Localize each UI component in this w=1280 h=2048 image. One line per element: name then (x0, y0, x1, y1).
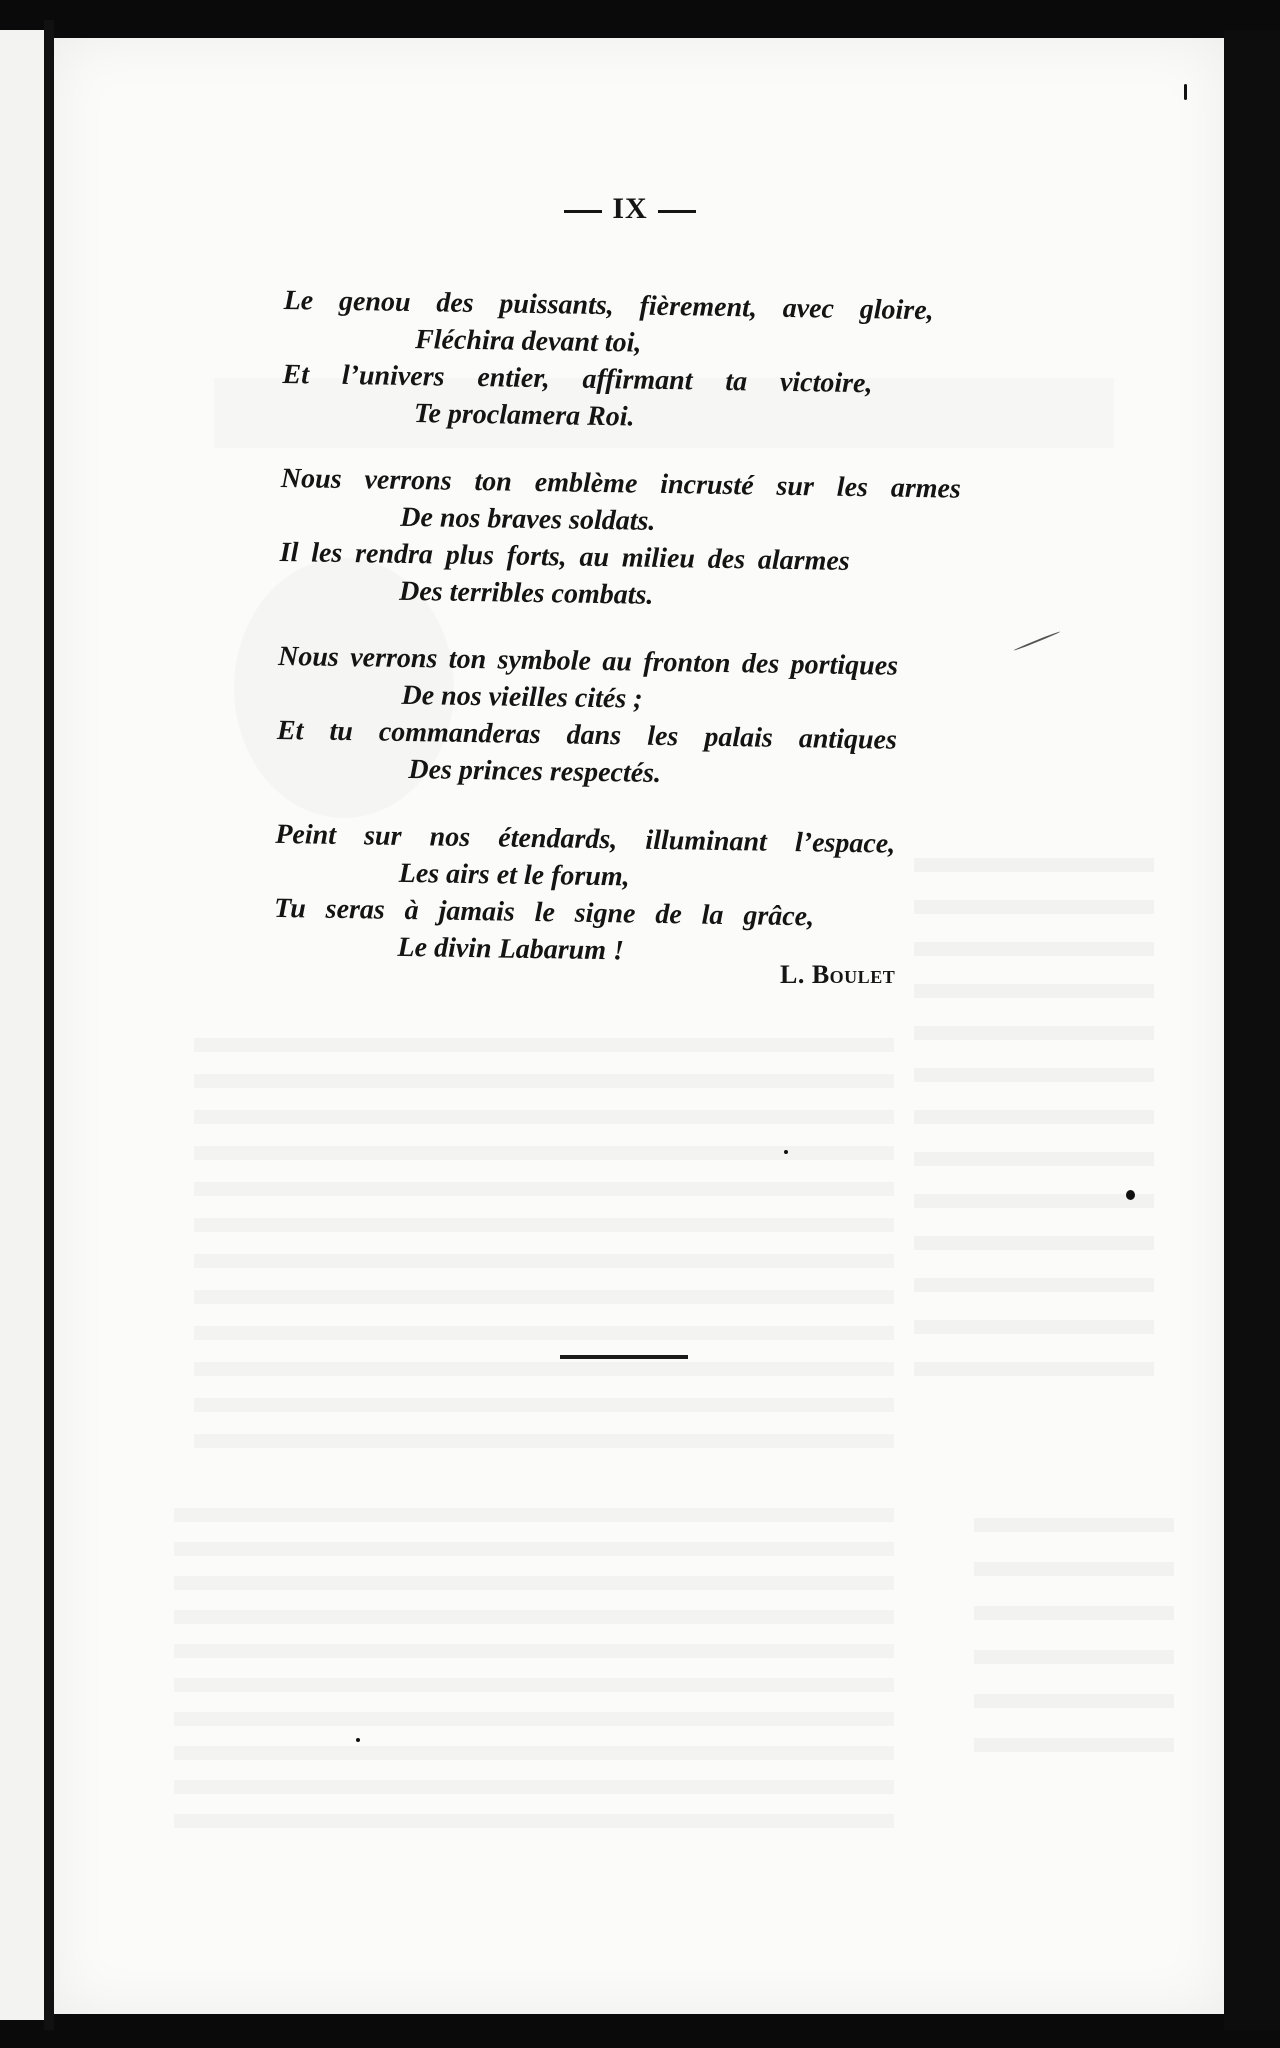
closing-rule (560, 1355, 688, 1359)
verse-line: De nos braves soldats. (400, 501, 656, 537)
verse-line: Le genou des puissants, fièrement, avec gloire, (283, 284, 934, 327)
adjacent-page-edge (0, 30, 44, 2020)
stanza (273, 816, 995, 975)
verse-line: De nos vieilles cités ; (401, 679, 643, 715)
verse-line: Fléchira devant toi, (414, 324, 642, 359)
verse-line: Des princes respectés. (408, 754, 662, 789)
paper-speck (356, 1738, 360, 1742)
page-number-label: IX (612, 192, 648, 225)
scan-border (1224, 30, 1280, 2030)
bleed-through-texture (974, 1518, 1174, 1778)
dash-right (658, 210, 696, 213)
verse-line: Nous verrons ton symbole au fronton des portiques (277, 640, 899, 682)
verse-line: Te proclamera Roi. (413, 398, 635, 433)
paper-speck (1126, 1190, 1135, 1200)
verse-line: Et l’univers entier, affirmant ta victoire, (282, 358, 873, 400)
paper-speck (784, 1150, 788, 1154)
bleed-through-texture (194, 1038, 894, 1458)
poem (273, 282, 1004, 1005)
stanza (279, 460, 1001, 619)
author-signature: L. Boulet (780, 960, 896, 989)
verse-line: Les airs et le forum, (398, 857, 630, 893)
stanza (282, 282, 1004, 441)
verse-line: Peint sur nos étendards, illuminant l’espace, (275, 818, 896, 860)
verse-line: Tu seras à jamais le signe de la grâce, (273, 892, 815, 933)
page-number (530, 192, 730, 226)
dash-left (564, 210, 602, 213)
verse-line: Il les rendra plus forts, au milieu des alarmes (279, 536, 850, 577)
verse-line: Et tu commanderas dans les palais antiques (276, 714, 898, 756)
paper-speck (1184, 84, 1187, 100)
verse-line: Des terribles combats. (398, 575, 654, 611)
stanza (276, 638, 998, 797)
verse-line: Le divin Labarum ! (397, 931, 625, 967)
bleed-through-texture (174, 1508, 894, 1848)
verse-line: Nous verrons ton emblème incrusté sur les armes (280, 462, 962, 505)
page-gutter-shadow (44, 20, 54, 2030)
